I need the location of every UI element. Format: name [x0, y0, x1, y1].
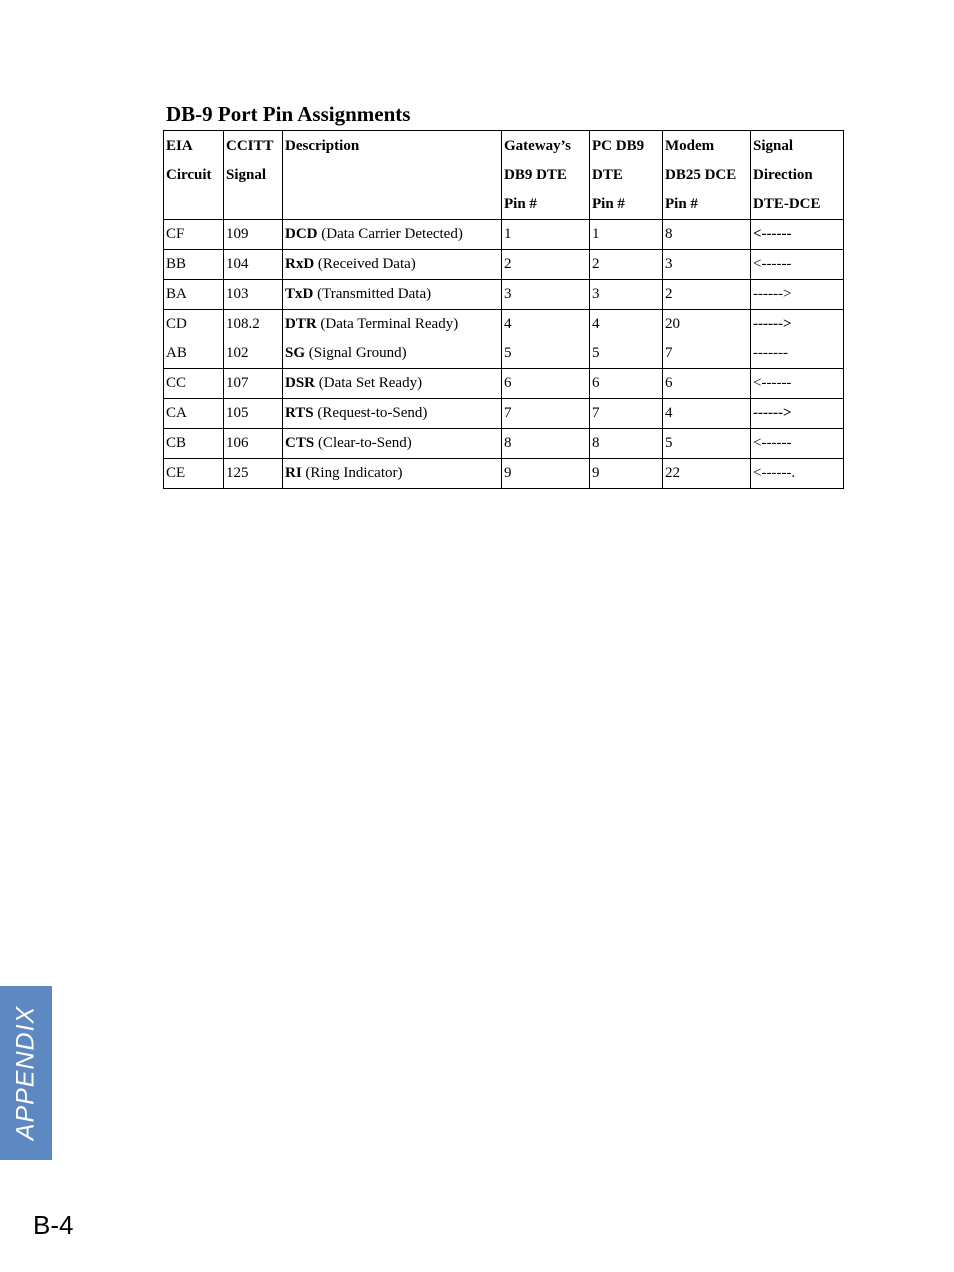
cell-ccitt: 103 — [224, 280, 283, 310]
signal-abbr: DCD — [285, 226, 318, 242]
cell-modem-pin: 22 — [663, 459, 751, 489]
cell-pc-pin: 3 — [590, 280, 663, 310]
cell-gateway-pin: 8 — [502, 429, 590, 459]
signal-name: (Data Carrier Detected) — [317, 226, 463, 242]
signal-abbr: DSR — [285, 375, 316, 391]
signal-name: (Received Data) — [314, 256, 416, 272]
cell-direction: ------> — [751, 280, 844, 310]
signal-abbr: SG — [285, 345, 306, 361]
cell-gateway-pin: 9 — [502, 459, 590, 489]
cell-eia: AB — [164, 339, 224, 369]
cell-direction: ------> — [751, 310, 844, 340]
cell-ccitt: 107 — [224, 369, 283, 399]
cell-pc-pin: 5 — [590, 339, 663, 369]
header-eia-circuit: EIA Circuit — [164, 131, 224, 220]
cell-description — [283, 459, 502, 489]
cell-gateway-pin: 4 — [502, 310, 590, 340]
cell-pc-pin: 4 — [590, 310, 663, 340]
cell-eia: CF — [164, 220, 224, 250]
cell-gateway-pin: 7 — [502, 399, 590, 429]
cell-description — [283, 369, 502, 399]
signal-name: (Data Set Ready) — [315, 375, 423, 391]
table-row — [164, 429, 844, 459]
page-title: DB-9 Port Pin Assignments — [166, 102, 411, 126]
cell-pc-pin: 6 — [590, 369, 663, 399]
cell-ccitt: 105 — [224, 399, 283, 429]
cell-direction: <------. — [751, 459, 844, 489]
pin-assignment-table — [163, 130, 844, 489]
cell-description — [283, 220, 502, 250]
cell-modem-pin: 8 — [663, 220, 751, 250]
cell-gateway-pin: 2 — [502, 250, 590, 280]
cell-eia: BA — [164, 280, 224, 310]
signal-abbr: RI — [285, 465, 302, 481]
table-row — [164, 310, 844, 340]
cell-modem-pin: 2 — [663, 280, 751, 310]
cell-eia: CA — [164, 399, 224, 429]
cell-modem-pin: 20 — [663, 310, 751, 340]
cell-description — [283, 250, 502, 280]
signal-abbr: CTS — [285, 435, 315, 451]
table-row — [164, 399, 844, 429]
table-row — [164, 220, 844, 250]
cell-ccitt: 106 — [224, 429, 283, 459]
cell-ccitt: 102 — [224, 339, 283, 369]
signal-abbr: DTR — [285, 316, 317, 332]
cell-pc-pin: 1 — [590, 220, 663, 250]
cell-pc-pin: 2 — [590, 250, 663, 280]
cell-eia: CB — [164, 429, 224, 459]
cell-gateway-pin: 1 — [502, 220, 590, 250]
cell-modem-pin: 7 — [663, 339, 751, 369]
header-ccitt-signal: CCITT Signal — [224, 131, 283, 220]
cell-eia: CE — [164, 459, 224, 489]
signal-name: (Ring Indicator) — [301, 465, 403, 481]
cell-ccitt: 109 — [224, 220, 283, 250]
cell-description — [283, 429, 502, 459]
table-row — [164, 250, 844, 280]
signal-name: (Request-to-Send) — [313, 405, 428, 421]
cell-description — [283, 310, 502, 340]
cell-eia: CD — [164, 310, 224, 340]
cell-gateway-pin: 3 — [502, 280, 590, 310]
cell-eia: BB — [164, 250, 224, 280]
cell-pc-pin: 8 — [590, 429, 663, 459]
table-row — [164, 280, 844, 310]
cell-modem-pin: 4 — [663, 399, 751, 429]
table-header-row — [164, 131, 844, 220]
appendix-tab-label: APPENDIX — [11, 1005, 40, 1141]
header-description: Description — [283, 131, 502, 220]
header-modem-pin: Modem DB25 DCE Pin # — [663, 131, 751, 220]
cell-ccitt: 108.2 — [224, 310, 283, 340]
cell-description — [283, 399, 502, 429]
cell-eia: CC — [164, 369, 224, 399]
cell-pc-pin: 9 — [590, 459, 663, 489]
table-row — [164, 369, 844, 399]
table-row — [164, 459, 844, 489]
appendix-side-tab — [0, 986, 52, 1160]
cell-description — [283, 280, 502, 310]
signal-name: (Clear-to-Send) — [314, 435, 412, 451]
cell-direction: <------ — [751, 220, 844, 250]
signal-name: (Data Terminal Ready) — [316, 316, 459, 332]
cell-direction: ------> — [751, 399, 844, 429]
cell-direction: <------ — [751, 250, 844, 280]
page-number: B-4 — [33, 1210, 74, 1240]
cell-direction: <------ — [751, 429, 844, 459]
signal-abbr: RxD — [285, 256, 315, 272]
signal-abbr: TxD — [285, 286, 314, 302]
cell-description — [283, 339, 502, 369]
signal-name: (Signal Ground) — [305, 345, 407, 361]
header-pc-pin: PC DB9 DTE Pin # — [590, 131, 663, 220]
header-signal-direction: Signal Direction DTE-DCE — [751, 131, 844, 220]
cell-modem-pin: 6 — [663, 369, 751, 399]
cell-pc-pin: 7 — [590, 399, 663, 429]
header-gateway-pin: Gateway’s DB9 DTE Pin # — [502, 131, 590, 220]
cell-modem-pin: 5 — [663, 429, 751, 459]
table-row — [164, 339, 844, 369]
cell-gateway-pin: 6 — [502, 369, 590, 399]
cell-modem-pin: 3 — [663, 250, 751, 280]
cell-direction: <------ — [751, 369, 844, 399]
cell-ccitt: 125 — [224, 459, 283, 489]
cell-gateway-pin: 5 — [502, 339, 590, 369]
signal-name: (Transmitted Data) — [313, 286, 432, 302]
cell-ccitt: 104 — [224, 250, 283, 280]
cell-direction: ------- — [751, 339, 844, 369]
signal-abbr: RTS — [285, 405, 314, 421]
